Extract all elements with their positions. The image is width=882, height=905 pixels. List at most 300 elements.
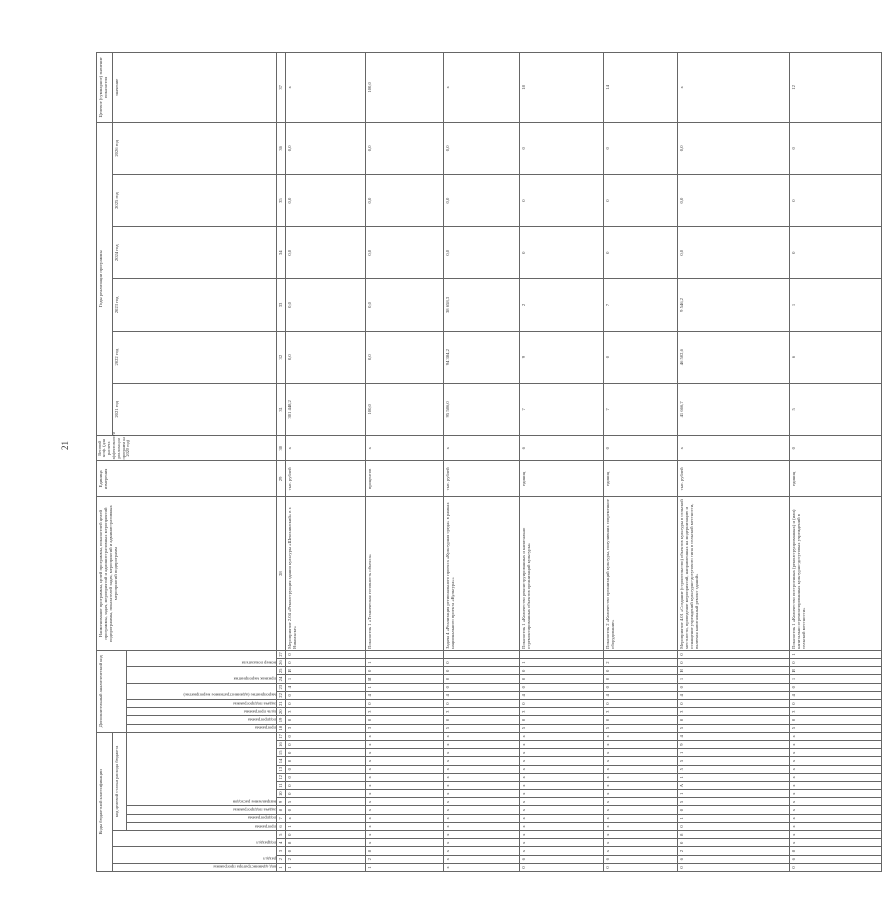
code-cell: 0 [444, 683, 520, 691]
col-number: 22 [277, 691, 286, 699]
code-cell: 8 [790, 847, 882, 855]
code-cell: x [520, 765, 604, 773]
code-cell: x [604, 790, 678, 798]
col-number: 20 [277, 708, 286, 716]
code-cell: 3 [286, 724, 366, 732]
data-rows [286, 53, 882, 872]
code-cell: 0 [678, 659, 790, 667]
col-number: 5 [277, 831, 286, 839]
weight-cell: x [678, 435, 790, 461]
col-number: 14 [277, 757, 286, 765]
code-cell: x [520, 732, 604, 740]
code-cell: 0 [286, 781, 366, 789]
code-cell: 0 [286, 773, 366, 781]
code-cell: 3 [366, 708, 444, 716]
code-cell: x [366, 757, 444, 765]
code-cell: x [604, 741, 678, 749]
code-cell: x [520, 806, 604, 814]
code-cell: 1 [678, 773, 790, 781]
unit-cell: единиц [520, 461, 604, 497]
code-cell: И [790, 667, 882, 675]
code-cell: 0 [604, 667, 678, 675]
code-cell: x [604, 831, 678, 839]
code-cell: 2 [366, 855, 444, 863]
code-cell: 6 [604, 855, 678, 863]
year-value-cell: 301 448,2 [286, 383, 366, 435]
name-cell: Показатель 2 «Количество организаций культуры, получивших современное оборудование» [604, 497, 678, 651]
code-cell: x [604, 798, 678, 806]
code-cell: 5 [678, 757, 790, 765]
unit-cell: единиц [604, 461, 678, 497]
code-cell: 5 [286, 798, 366, 806]
analytic-task-label: задача подпрограммы [127, 699, 277, 707]
year-value-cell: 9 [520, 331, 604, 383]
year-value-cell: 0,0 [678, 122, 790, 174]
code-cell: 5 [678, 765, 790, 773]
col-number: 26 [277, 659, 286, 667]
name-cell: Задача 4 «Реализация регионального проекта «Культурная среда» в рамках национального проекта «Культура»» [444, 497, 520, 651]
budget-codes-header: Коды бюджетной классификации [97, 732, 113, 871]
col-number: 8 [277, 806, 286, 814]
rotated-table-wrapper [96, 52, 807, 872]
code-cell: 1 [678, 790, 790, 798]
code-cell: 1 [366, 659, 444, 667]
table-row [520, 53, 604, 872]
weight-cell: 6 [520, 435, 604, 461]
code-cell: x [444, 863, 520, 871]
code-cell [604, 650, 678, 658]
program-registry-table [96, 52, 882, 872]
year-value-cell: 2 [520, 279, 604, 331]
analytic-goal-label: цель программы [127, 708, 277, 716]
code-cell: x [790, 798, 882, 806]
code-cell: 0 [790, 683, 882, 691]
code-cell: x [444, 839, 520, 847]
header-row-1 [97, 53, 113, 872]
weight-cell: x [366, 435, 444, 461]
code-cell: 0 [604, 699, 678, 707]
program-code-label: программа [127, 822, 277, 830]
code-cell: x [444, 798, 520, 806]
code-cell: 1 [366, 683, 444, 691]
code-cell: 5 [444, 724, 520, 732]
code-cell: x [444, 749, 520, 757]
code-cell: 0 [286, 749, 366, 757]
code-cell: x [520, 814, 604, 822]
code-cell: x [520, 749, 604, 757]
year-2026-header: 2026 год [113, 122, 277, 174]
code-cell: 0 [790, 659, 882, 667]
code-cell: 4 [604, 691, 678, 699]
code-cell: 0 [286, 757, 366, 765]
code-cell: x [790, 814, 882, 822]
year-value-cell: 0 [790, 174, 882, 226]
code-cell: x [604, 765, 678, 773]
code-cell: 0 [286, 716, 366, 724]
subsection-label: подраздел [113, 831, 277, 847]
weight-cell: 0 [604, 435, 678, 461]
code-cell: 0 [678, 683, 790, 691]
name-header: Наименование программы, целей программы, показателей целей программы, задач, мероприятий и административных мероприятий подпрограммы, показателей задач, мероприятий и административных мероприятий подпрограмм [97, 497, 277, 651]
code-cell: x [366, 798, 444, 806]
name-cell: Показатель 1 «Количество построенных (реконструированных) и (или) капитально отремонтированных культурно-досуговых учреждений в сельской местности» [790, 497, 882, 651]
code-cell [366, 650, 444, 658]
code-cell: 0 [286, 691, 366, 699]
unit-cell: процентов [366, 461, 444, 497]
code-cell: x [520, 781, 604, 789]
code-cell: 0 [678, 699, 790, 707]
unit-cell: тыс. рублей [678, 461, 790, 497]
table-row [790, 53, 882, 872]
code-cell: x [790, 822, 882, 830]
analytic-subprogram-label: подпрограмма [127, 716, 277, 724]
col-number: 4 [277, 839, 286, 847]
code-cell: 1 [286, 863, 366, 871]
code-cell: x [604, 822, 678, 830]
code-cell: 5 [678, 798, 790, 806]
code-cell: x [604, 806, 678, 814]
final-value-cell: 18 [520, 53, 604, 123]
code-cell: 0 [604, 716, 678, 724]
measure-type-label: признак мероприятия [127, 667, 277, 683]
code-cell: 8 [286, 839, 366, 847]
analytic-program-label: программа [127, 724, 277, 732]
page-number: 21 [60, 441, 70, 450]
col-number: 31 [277, 383, 286, 435]
code-cell: 0 [520, 699, 604, 707]
code-cell: 5 [678, 724, 790, 732]
code-cell: 0 [444, 667, 520, 675]
code-cell: x [444, 790, 520, 798]
col-number: 15 [277, 749, 286, 757]
code-cell: 0 [520, 675, 604, 683]
code-cell: 4 [286, 683, 366, 691]
year-value-cell: 0 [604, 174, 678, 226]
name-cell: Мероприятие 2.04 «Реконструкция здания культуры «Шекснинский» в г. Никольске» [286, 497, 366, 651]
year-value-cell: 5 [790, 383, 882, 435]
year-2023-header: 2023 год [113, 279, 277, 331]
final-value-subheader: значение [113, 53, 277, 123]
year-value-cell: 1 [790, 279, 882, 331]
code-cell: x [366, 814, 444, 822]
final-value-cell: 12 [790, 53, 882, 123]
code-cell: 2 [604, 659, 678, 667]
code-cell: 0 [286, 650, 366, 658]
col-number: 3 [277, 847, 286, 855]
cost-item-code-header: код целевой статьи расхода бюджета [113, 732, 127, 830]
code-cell: x [444, 732, 520, 740]
code-cell: 0 [286, 831, 366, 839]
code-cell: x [286, 814, 366, 822]
year-value-cell: 0,0 [444, 227, 520, 279]
code-cell: 0 [678, 822, 790, 830]
code-cell: 0 [444, 659, 520, 667]
unit-cell: тыс. рублей [286, 461, 366, 497]
weight-cell: 0 [790, 435, 882, 461]
code-cell: 1 [286, 822, 366, 830]
code-cell: x [604, 773, 678, 781]
code-cell: x [366, 749, 444, 757]
code-cell: 4 [520, 691, 604, 699]
year-value-cell: 0,0 [366, 227, 444, 279]
col-number: 23 [277, 683, 286, 691]
year-value-cell: 0,0 [366, 331, 444, 383]
year-value-cell: 0,0 [366, 174, 444, 226]
code-cell: x [790, 790, 882, 798]
code-cell: x [444, 855, 520, 863]
year-value-cell: 0,0 [678, 227, 790, 279]
section-label: раздел [113, 847, 277, 863]
table-row [604, 53, 678, 872]
weight-cell: x [444, 435, 520, 461]
year-value-cell: 94 384,2 [444, 331, 520, 383]
code-cell: 5 [520, 724, 604, 732]
code-cell: 0 [790, 699, 882, 707]
code-cell: 0 [678, 863, 790, 871]
col-number: 21 [277, 699, 286, 707]
code-cell: 0 [520, 683, 604, 691]
col-number: 17 [277, 732, 286, 740]
year-value-cell: 46 502,6 [678, 331, 790, 383]
col-number: 25 [277, 667, 286, 675]
code-cell: x [604, 781, 678, 789]
column-number-row [277, 53, 286, 872]
table-row [678, 53, 790, 872]
code-cell: 0 [366, 699, 444, 707]
col-number: 28 [277, 497, 286, 651]
col-number: 29 [277, 461, 286, 497]
col-number: 19 [277, 716, 286, 724]
code-cell: 9 [678, 741, 790, 749]
code-cell: 0 [286, 732, 366, 740]
code-cell: 0 [520, 716, 604, 724]
code-cell: x [444, 757, 520, 765]
code-cell: 0 [678, 806, 790, 814]
col-number: 24 [277, 675, 286, 683]
code-cell: 6 [790, 855, 882, 863]
code-cell: 3 [286, 708, 366, 716]
col-number: 35 [277, 174, 286, 226]
code-cell: 0 [790, 863, 882, 871]
year-value-cell: 41 666,7 [678, 383, 790, 435]
code-cell: 3 [444, 708, 520, 716]
year-value-cell: 7 [604, 383, 678, 435]
code-cell: x [366, 831, 444, 839]
col-number: 6 [277, 822, 286, 830]
years-header: Годы реализации программы [97, 122, 113, 435]
code-cell: x [444, 741, 520, 749]
year-value-cell: 7 [520, 383, 604, 435]
code-cell: 3 [678, 708, 790, 716]
code-cell: 2 [678, 847, 790, 855]
code-cell: 3 [520, 708, 604, 716]
code-cell: x [366, 790, 444, 798]
code-cell: x [444, 831, 520, 839]
col-number: 16 [277, 741, 286, 749]
code-cell: 0 [604, 863, 678, 871]
code-cell: x [520, 847, 604, 855]
code-cell: x [604, 814, 678, 822]
code-cell: 0 [366, 716, 444, 724]
col-number: 1 [277, 863, 286, 871]
code-cell: x [520, 831, 604, 839]
code-cell: x [366, 781, 444, 789]
subprogram-task-code-label: задача подпрограммы [127, 806, 277, 814]
code-cell: 0 [678, 839, 790, 847]
unit-header: Единица измерения [97, 461, 277, 497]
indicator-number-label: номер показателя [127, 650, 277, 666]
code-cell: 8 [366, 847, 444, 855]
year-value-cell: 38 658,3 [444, 279, 520, 331]
name-cell: Показатель 1 «Количество реконструированных и капитально отремонтированных объектов организаций культуры» [520, 497, 604, 651]
table-row [366, 53, 444, 872]
year-value-cell: 0 [520, 122, 604, 174]
code-cell: x [444, 773, 520, 781]
code-cell: 1 [678, 814, 790, 822]
year-2022-header: 2022 год [113, 331, 277, 383]
code-cell: x [520, 773, 604, 781]
code-cell: x [366, 773, 444, 781]
code-cell: 0 [286, 741, 366, 749]
col-number: 37 [277, 53, 286, 123]
final-value-cell: 14 [604, 53, 678, 123]
code-cell [444, 650, 520, 658]
code-cell: 0 [520, 863, 604, 871]
code-cell: x [604, 839, 678, 847]
code-cell: x [790, 741, 882, 749]
year-value-cell: 0 [790, 227, 882, 279]
final-value-cell: x [286, 53, 366, 123]
year-value-cell: 0,0 [444, 174, 520, 226]
code-cell: 1 [286, 675, 366, 683]
code-cell: x [444, 781, 520, 789]
admin-code-label: код администратора программы [113, 863, 277, 871]
col-number: 32 [277, 331, 286, 383]
code-cell: x [520, 790, 604, 798]
year-value-cell: 9 546,2 [678, 279, 790, 331]
code-cell: И [286, 667, 366, 675]
final-header: Целевое (суммарное) значение показателя [97, 53, 113, 123]
subprogram-code-label: подпрограмма [127, 814, 277, 822]
year-value-cell: 0,0 [286, 331, 366, 383]
col-number: 34 [277, 227, 286, 279]
unit-cell: тыс. рублей [444, 461, 520, 497]
col-number: 10 [277, 790, 286, 798]
code-cell: 0 [286, 765, 366, 773]
year-value-cell: 0 [604, 122, 678, 174]
col-number: 12 [277, 773, 286, 781]
code-cell: x [604, 847, 678, 855]
code-cell: 4 [366, 691, 444, 699]
code-cell: x [790, 773, 882, 781]
year-value-cell: 0,0 [366, 122, 444, 174]
code-cell: 5 [790, 724, 882, 732]
code-cell: 0 [678, 650, 790, 658]
code-cell: x [366, 732, 444, 740]
code-cell: 4 [790, 691, 882, 699]
code-cell: 1 [520, 659, 604, 667]
code-cell: 0 [286, 659, 366, 667]
col-number: 27 [277, 650, 286, 658]
code-cell: 0 [678, 716, 790, 724]
code-cell: x [444, 806, 520, 814]
code-cell: x [444, 765, 520, 773]
year-value-cell: 0 [520, 174, 604, 226]
code-cell: x [366, 839, 444, 847]
code-cell: 0 [286, 806, 366, 814]
col-number: 18 [277, 724, 286, 732]
code-cell: 8 [678, 831, 790, 839]
code-cell: x [520, 741, 604, 749]
code-cell: 0 [520, 667, 604, 675]
code-cell: x [604, 732, 678, 740]
year-value-cell: 95 586,0 [444, 383, 520, 435]
weight-cell: x [286, 435, 366, 461]
code-cell: x [444, 814, 520, 822]
code-cell: x [366, 822, 444, 830]
expense-direction-label: направление расходов [127, 732, 277, 806]
year-value-cell: 0,0 [678, 174, 790, 226]
code-cell: x [604, 749, 678, 757]
code-cell: x [444, 847, 520, 855]
unit-cell: единиц [790, 461, 882, 497]
year-value-cell: 0 [790, 122, 882, 174]
col-number: 33 [277, 279, 286, 331]
col-number: 7 [277, 814, 286, 822]
table-row [286, 53, 366, 872]
code-cell: 1 [366, 863, 444, 871]
code-cell: x [366, 741, 444, 749]
year-value-cell: 0,0 [444, 122, 520, 174]
code-cell [520, 650, 604, 658]
code-cell: 0 [444, 716, 520, 724]
code-cell: Н [678, 667, 790, 675]
code-cell: x [790, 732, 882, 740]
year-value-cell: 0 [604, 227, 678, 279]
code-cell: 6 [678, 855, 790, 863]
code-cell: 0 [790, 716, 882, 724]
code-cell: 0 [286, 699, 366, 707]
analytic-measure-label: мероприятие (административное мероприятие) [127, 683, 277, 699]
code-cell: 3 [790, 708, 882, 716]
year-value-cell: 0,0 [286, 279, 366, 331]
code-cell: x [366, 765, 444, 773]
code-cell: 0 [366, 667, 444, 675]
year-value-cell: 6 [790, 331, 882, 383]
year-value-cell: 0 [604, 331, 678, 383]
code-cell: x [520, 798, 604, 806]
year-value-cell: 100,0 [366, 383, 444, 435]
col-number: 11 [277, 781, 286, 789]
code-cell: 0 [604, 683, 678, 691]
code-cell: x [790, 781, 882, 789]
code-cell: x [790, 765, 882, 773]
code-cell: 4 [678, 732, 790, 740]
code-cell: x [790, 806, 882, 814]
final-value-cell: 100,0 [366, 53, 444, 123]
code-cell: 1 [790, 675, 882, 683]
year-value-cell: 0 [520, 227, 604, 279]
year-2025-header: 2025 год [113, 174, 277, 226]
code-cell: И [366, 675, 444, 683]
code-cell: 2 [286, 855, 366, 863]
year-value-cell: 0,0 [366, 279, 444, 331]
year-value-cell: 0,0 [286, 227, 366, 279]
weight-header: Весовой коэф. (для расчета эффективности реализации программ на 2020 год) [97, 435, 277, 461]
code-cell: x [790, 831, 882, 839]
analytic-code-header: Дополнительный аналитический код [97, 650, 127, 732]
code-cell: 1 [678, 675, 790, 683]
